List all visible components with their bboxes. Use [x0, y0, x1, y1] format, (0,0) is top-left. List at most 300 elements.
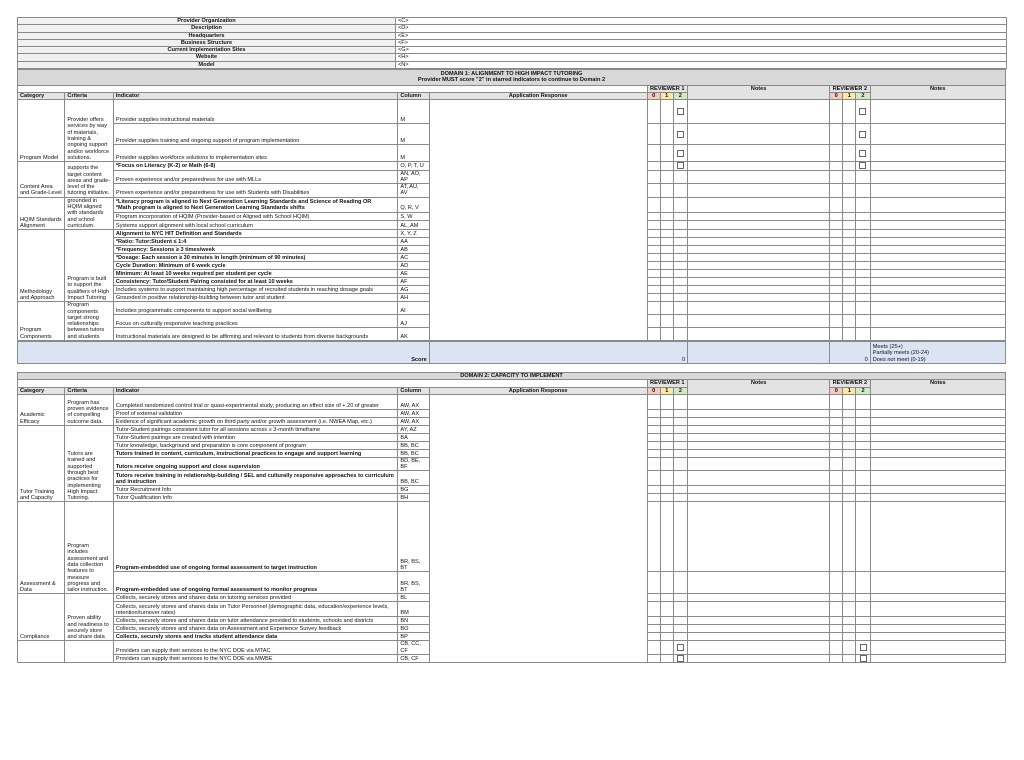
score-cell[interactable] [830, 502, 843, 572]
notes-cell[interactable] [687, 617, 829, 625]
score-cell[interactable] [673, 394, 687, 409]
notes-cell[interactable] [870, 417, 1005, 425]
notes-cell[interactable] [870, 441, 1005, 449]
notes-cell[interactable] [687, 417, 829, 425]
score-cell[interactable] [673, 449, 687, 457]
notes-cell[interactable] [870, 145, 1005, 162]
score-cell[interactable] [660, 286, 673, 294]
score-cell[interactable] [647, 572, 660, 594]
notes-cell[interactable] [687, 441, 829, 449]
field-value[interactable]: <N> [396, 61, 1007, 68]
notes-cell[interactable] [870, 328, 1005, 341]
score-cell[interactable] [647, 433, 660, 441]
score-cell[interactable] [843, 270, 856, 278]
notes-cell[interactable] [870, 394, 1005, 409]
score-cell[interactable] [856, 294, 870, 302]
score-cell[interactable] [830, 641, 843, 655]
score-cell[interactable] [843, 502, 856, 572]
score-cell[interactable] [830, 100, 843, 124]
notes-cell[interactable] [687, 278, 829, 286]
score-cell[interactable] [830, 212, 843, 221]
score-cell[interactable] [660, 184, 673, 198]
notes-cell[interactable] [870, 212, 1005, 221]
notes-cell[interactable] [870, 162, 1005, 170]
score-cell[interactable] [660, 212, 673, 221]
score-checkbox[interactable] [860, 644, 867, 651]
score-cell[interactable] [660, 617, 673, 625]
score-cell[interactable] [673, 471, 687, 486]
score-cell[interactable] [843, 494, 856, 502]
score-cell[interactable] [660, 302, 673, 315]
score-cell[interactable] [856, 238, 870, 246]
score-cell[interactable] [843, 221, 856, 230]
score-cell[interactable] [856, 494, 870, 502]
score-cell[interactable] [856, 602, 870, 617]
score-cell[interactable] [647, 170, 660, 184]
score-cell[interactable] [673, 441, 687, 449]
score-cell[interactable] [673, 221, 687, 230]
score-cell[interactable] [660, 471, 673, 486]
score-cell[interactable] [660, 594, 673, 602]
notes-cell[interactable] [687, 425, 829, 433]
notes-cell[interactable] [870, 278, 1005, 286]
score-cell[interactable] [647, 457, 660, 471]
score-cell[interactable] [673, 417, 687, 425]
score-cell[interactable] [830, 270, 843, 278]
score-cell[interactable] [830, 254, 843, 262]
field-value[interactable]: <C> [396, 18, 1007, 25]
score-cell[interactable] [660, 494, 673, 502]
score-cell[interactable] [647, 602, 660, 617]
score-cell[interactable] [647, 262, 660, 270]
score-cell[interactable] [856, 124, 870, 145]
notes-cell[interactable] [870, 594, 1005, 602]
score-cell[interactable] [647, 278, 660, 286]
score-cell[interactable] [856, 617, 870, 625]
notes-cell[interactable] [687, 145, 829, 162]
score-cell[interactable] [843, 471, 856, 486]
score-cell[interactable] [843, 433, 856, 441]
score-cell[interactable] [830, 124, 843, 145]
score-cell[interactable] [660, 124, 673, 145]
score-cell[interactable] [647, 162, 660, 170]
score-cell[interactable] [830, 425, 843, 433]
notes-cell[interactable] [870, 449, 1005, 457]
score-cell[interactable] [647, 286, 660, 294]
score-cell[interactable] [856, 433, 870, 441]
score-cell[interactable] [830, 433, 843, 441]
score-cell[interactable] [647, 625, 660, 633]
score-cell[interactable] [830, 328, 843, 341]
score-cell[interactable] [673, 617, 687, 625]
score-checkbox[interactable] [677, 131, 684, 138]
score-cell[interactable] [647, 294, 660, 302]
score-cell[interactable] [673, 641, 687, 655]
score-cell[interactable] [856, 197, 870, 212]
score-cell[interactable] [660, 633, 673, 641]
score-cell[interactable] [673, 433, 687, 441]
score-checkbox[interactable] [677, 108, 684, 115]
score-cell[interactable] [856, 486, 870, 494]
score-cell[interactable] [856, 441, 870, 449]
score-cell[interactable] [856, 394, 870, 409]
notes-cell[interactable] [687, 433, 829, 441]
score-cell[interactable] [673, 230, 687, 238]
score-cell[interactable] [843, 641, 856, 655]
score-cell[interactable] [830, 262, 843, 270]
score-cell[interactable] [660, 294, 673, 302]
score-cell[interactable] [830, 170, 843, 184]
score-cell[interactable] [673, 409, 687, 417]
score-cell[interactable] [673, 270, 687, 278]
notes-cell[interactable] [687, 212, 829, 221]
score-cell[interactable] [647, 212, 660, 221]
notes-cell[interactable] [687, 625, 829, 633]
score-cell[interactable] [647, 633, 660, 641]
score-cell[interactable] [843, 486, 856, 494]
score-cell[interactable] [856, 254, 870, 262]
score-cell[interactable] [830, 221, 843, 230]
notes-cell[interactable] [687, 302, 829, 315]
score-cell[interactable] [843, 417, 856, 425]
score-cell[interactable] [843, 625, 856, 633]
notes-cell[interactable] [870, 238, 1005, 246]
score-cell[interactable] [647, 230, 660, 238]
notes-cell[interactable] [870, 425, 1005, 433]
score-cell[interactable] [830, 602, 843, 617]
score-checkbox[interactable] [677, 644, 684, 651]
notes-cell[interactable] [687, 502, 829, 572]
score-cell[interactable] [830, 302, 843, 315]
score-cell[interactable] [843, 286, 856, 294]
score-cell[interactable] [856, 278, 870, 286]
score-cell[interactable] [856, 641, 870, 655]
notes-cell[interactable] [870, 294, 1005, 302]
notes-cell[interactable] [687, 328, 829, 341]
notes-cell[interactable] [687, 254, 829, 262]
score-cell[interactable] [843, 262, 856, 270]
score-cell[interactable] [673, 197, 687, 212]
score-cell[interactable] [830, 278, 843, 286]
score-cell[interactable] [660, 602, 673, 617]
score-cell[interactable] [673, 262, 687, 270]
score-cell[interactable] [673, 457, 687, 471]
score-cell[interactable] [647, 328, 660, 341]
score-cell[interactable] [647, 100, 660, 124]
score-cell[interactable] [660, 278, 673, 286]
field-value[interactable]: <F> [396, 39, 1007, 46]
score-cell[interactable] [856, 655, 870, 663]
score-cell[interactable] [673, 162, 687, 170]
notes-cell[interactable] [687, 641, 829, 655]
score-cell[interactable] [673, 633, 687, 641]
score-cell[interactable] [673, 494, 687, 502]
notes-cell[interactable] [870, 486, 1005, 494]
score-cell[interactable] [647, 315, 660, 328]
score-checkbox[interactable] [677, 655, 684, 662]
score-cell[interactable] [856, 162, 870, 170]
score-cell[interactable] [647, 449, 660, 457]
score-cell[interactable] [647, 655, 660, 663]
score-cell[interactable] [856, 302, 870, 315]
notes-cell[interactable] [687, 221, 829, 230]
notes-cell[interactable] [870, 286, 1005, 294]
score-cell[interactable] [843, 294, 856, 302]
notes-cell[interactable] [870, 572, 1005, 594]
notes-cell[interactable] [870, 409, 1005, 417]
score-cell[interactable] [647, 184, 660, 198]
score-cell[interactable] [830, 409, 843, 417]
notes-cell[interactable] [687, 572, 829, 594]
notes-cell[interactable] [870, 184, 1005, 198]
score-cell[interactable] [647, 617, 660, 625]
score-cell[interactable] [647, 494, 660, 502]
score-cell[interactable] [856, 170, 870, 184]
score-cell[interactable] [830, 633, 843, 641]
score-cell[interactable] [673, 594, 687, 602]
score-cell[interactable] [673, 246, 687, 254]
field-value[interactable]: <H> [396, 54, 1007, 61]
score-cell[interactable] [856, 502, 870, 572]
score-checkbox[interactable] [859, 131, 866, 138]
notes-cell[interactable] [870, 170, 1005, 184]
score-cell[interactable] [856, 449, 870, 457]
score-cell[interactable] [660, 238, 673, 246]
notes-cell[interactable] [870, 302, 1005, 315]
score-cell[interactable] [830, 594, 843, 602]
score-cell[interactable] [856, 328, 870, 341]
score-cell[interactable] [673, 286, 687, 294]
score-cell[interactable] [660, 230, 673, 238]
score-cell[interactable] [856, 409, 870, 417]
score-cell[interactable] [673, 328, 687, 341]
notes-cell[interactable] [687, 230, 829, 238]
score-cell[interactable] [660, 425, 673, 433]
score-cell[interactable] [673, 124, 687, 145]
score-cell[interactable] [843, 170, 856, 184]
score-cell[interactable] [830, 625, 843, 633]
score-cell[interactable] [660, 162, 673, 170]
score-cell[interactable] [843, 230, 856, 238]
score-cell[interactable] [856, 594, 870, 602]
score-cell[interactable] [843, 594, 856, 602]
application-response-cell[interactable] [429, 394, 647, 662]
score-cell[interactable] [647, 502, 660, 572]
notes-cell[interactable] [687, 602, 829, 617]
score-cell[interactable] [843, 315, 856, 328]
score-cell[interactable] [660, 457, 673, 471]
notes-cell[interactable] [687, 286, 829, 294]
score-cell[interactable] [673, 302, 687, 315]
notes-cell[interactable] [870, 246, 1005, 254]
notes-cell[interactable] [870, 230, 1005, 238]
score-cell[interactable] [856, 625, 870, 633]
notes-cell[interactable] [870, 457, 1005, 471]
score-cell[interactable] [830, 294, 843, 302]
score-cell[interactable] [660, 170, 673, 184]
score-cell[interactable] [843, 278, 856, 286]
score-cell[interactable] [856, 457, 870, 471]
score-cell[interactable] [660, 655, 673, 663]
score-cell[interactable] [856, 145, 870, 162]
score-cell[interactable] [830, 655, 843, 663]
notes-cell[interactable] [687, 471, 829, 486]
score-cell[interactable] [830, 417, 843, 425]
score-cell[interactable] [673, 278, 687, 286]
score-cell[interactable] [856, 262, 870, 270]
score-cell[interactable] [830, 162, 843, 170]
score-cell[interactable] [830, 238, 843, 246]
score-cell[interactable] [660, 572, 673, 594]
score-cell[interactable] [843, 394, 856, 409]
score-cell[interactable] [660, 449, 673, 457]
notes-cell[interactable] [870, 502, 1005, 572]
notes-cell[interactable] [687, 655, 829, 663]
score-cell[interactable] [673, 294, 687, 302]
notes-cell[interactable] [687, 449, 829, 457]
score-cell[interactable] [647, 238, 660, 246]
notes-cell[interactable] [870, 262, 1005, 270]
score-cell[interactable] [660, 502, 673, 572]
score-cell[interactable] [830, 572, 843, 594]
score-cell[interactable] [856, 471, 870, 486]
field-value[interactable]: <G> [396, 47, 1007, 54]
score-cell[interactable] [673, 100, 687, 124]
score-cell[interactable] [647, 197, 660, 212]
notes-cell[interactable] [870, 433, 1005, 441]
application-response-cell[interactable] [429, 100, 647, 341]
notes-cell[interactable] [870, 617, 1005, 625]
score-cell[interactable] [830, 449, 843, 457]
score-cell[interactable] [843, 425, 856, 433]
notes-cell[interactable] [687, 394, 829, 409]
notes-cell[interactable] [870, 270, 1005, 278]
score-cell[interactable] [843, 246, 856, 254]
score-cell[interactable] [843, 633, 856, 641]
score-cell[interactable] [647, 409, 660, 417]
score-cell[interactable] [660, 441, 673, 449]
notes-cell[interactable] [870, 221, 1005, 230]
score-cell[interactable] [673, 502, 687, 572]
notes-cell[interactable] [687, 486, 829, 494]
score-cell[interactable] [843, 124, 856, 145]
score-cell[interactable] [660, 221, 673, 230]
score-cell[interactable] [843, 197, 856, 212]
score-cell[interactable] [856, 221, 870, 230]
score-cell[interactable] [660, 641, 673, 655]
score-cell[interactable] [647, 425, 660, 433]
notes-cell[interactable] [687, 197, 829, 212]
score-cell[interactable] [673, 212, 687, 221]
notes-cell[interactable] [870, 197, 1005, 212]
score-cell[interactable] [830, 617, 843, 625]
score-cell[interactable] [856, 425, 870, 433]
field-value[interactable]: <E> [396, 32, 1007, 39]
notes-cell[interactable] [870, 641, 1005, 655]
score-cell[interactable] [856, 212, 870, 221]
score-cell[interactable] [856, 633, 870, 641]
notes-cell[interactable] [687, 162, 829, 170]
score-cell[interactable] [856, 315, 870, 328]
score-cell[interactable] [647, 594, 660, 602]
score-cell[interactable] [843, 100, 856, 124]
notes-cell[interactable] [687, 315, 829, 328]
notes-cell[interactable] [870, 625, 1005, 633]
score-cell[interactable] [660, 315, 673, 328]
score-cell[interactable] [843, 457, 856, 471]
notes-cell[interactable] [687, 170, 829, 184]
score-cell[interactable] [660, 433, 673, 441]
notes-cell[interactable] [870, 602, 1005, 617]
score-cell[interactable] [856, 100, 870, 124]
score-cell[interactable] [830, 457, 843, 471]
score-cell[interactable] [647, 254, 660, 262]
score-cell[interactable] [830, 197, 843, 212]
score-cell[interactable] [843, 409, 856, 417]
score-cell[interactable] [673, 184, 687, 198]
notes-cell[interactable] [687, 184, 829, 198]
score-cell[interactable] [660, 254, 673, 262]
score-cell[interactable] [660, 417, 673, 425]
score-checkbox[interactable] [677, 162, 684, 169]
score-cell[interactable] [673, 602, 687, 617]
score-cell[interactable] [843, 602, 856, 617]
score-cell[interactable] [647, 302, 660, 315]
score-cell[interactable] [660, 246, 673, 254]
notes-cell[interactable] [870, 655, 1005, 663]
score-cell[interactable] [843, 254, 856, 262]
score-cell[interactable] [647, 246, 660, 254]
notes-cell[interactable] [870, 100, 1005, 124]
score-cell[interactable] [673, 145, 687, 162]
score-cell[interactable] [647, 124, 660, 145]
score-cell[interactable] [673, 425, 687, 433]
score-cell[interactable] [673, 238, 687, 246]
notes-cell[interactable] [870, 471, 1005, 486]
score-cell[interactable] [830, 315, 843, 328]
score-cell[interactable] [660, 270, 673, 278]
score-cell[interactable] [830, 394, 843, 409]
score-cell[interactable] [673, 315, 687, 328]
notes-cell[interactable] [870, 124, 1005, 145]
score-cell[interactable] [660, 486, 673, 494]
score-cell[interactable] [843, 328, 856, 341]
notes-cell[interactable] [870, 315, 1005, 328]
notes-cell[interactable] [687, 494, 829, 502]
score-cell[interactable] [660, 197, 673, 212]
score-cell[interactable] [843, 145, 856, 162]
score-cell[interactable] [647, 417, 660, 425]
score-cell[interactable] [830, 184, 843, 198]
score-cell[interactable] [660, 328, 673, 341]
score-cell[interactable] [647, 471, 660, 486]
notes-cell[interactable] [687, 238, 829, 246]
notes-cell[interactable] [687, 633, 829, 641]
score-cell[interactable] [843, 212, 856, 221]
score-cell[interactable] [843, 572, 856, 594]
score-cell[interactable] [843, 617, 856, 625]
notes-cell[interactable] [687, 262, 829, 270]
score-checkbox[interactable] [860, 655, 867, 662]
score-checkbox[interactable] [677, 150, 684, 157]
score-cell[interactable] [647, 394, 660, 409]
score-cell[interactable] [647, 145, 660, 162]
score-cell[interactable] [856, 230, 870, 238]
score-cell[interactable] [843, 302, 856, 315]
score-cell[interactable] [856, 270, 870, 278]
score-cell[interactable] [660, 394, 673, 409]
score-cell[interactable] [660, 100, 673, 124]
